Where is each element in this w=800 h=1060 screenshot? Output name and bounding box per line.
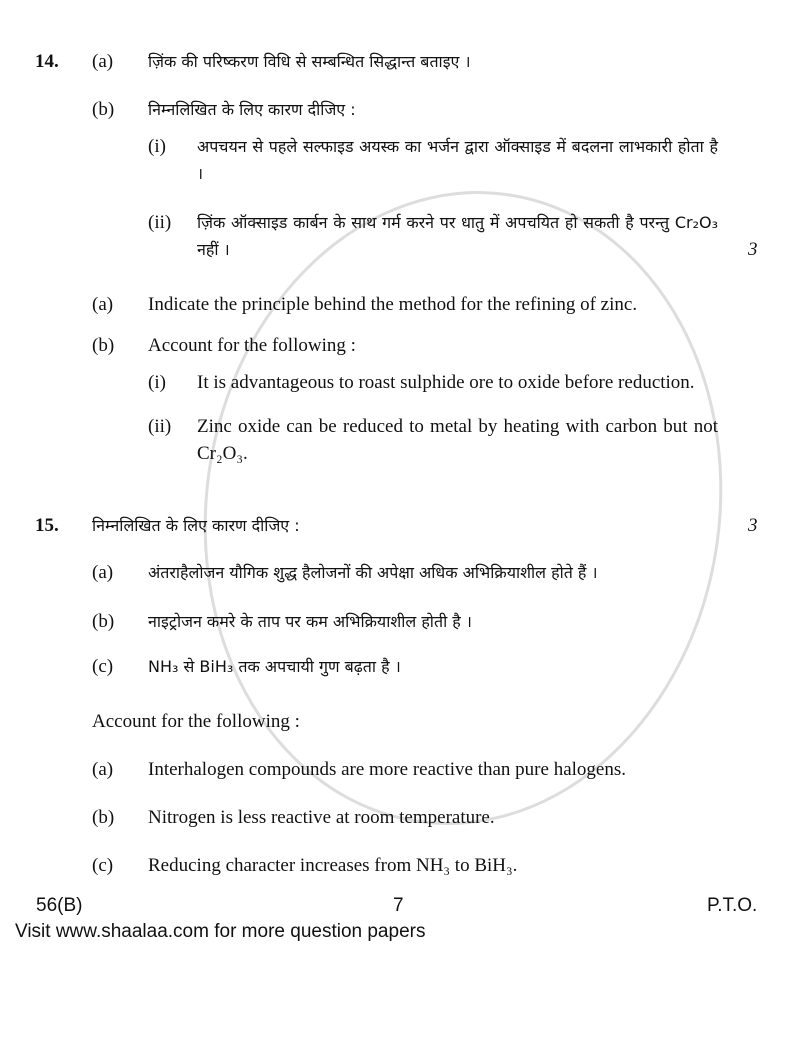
- question-text: निम्नलिखित के लिए कारण दीजिए :: [92, 516, 300, 535]
- part-label: (c): [92, 855, 114, 876]
- part-label: (b): [92, 611, 115, 632]
- question-text: ज़िंक की परिष्करण विधि से सम्बन्धित सिद्धान्त बताइए ।: [148, 52, 471, 71]
- question-15-stem-hindi: [0, 512, 800, 539]
- question-14-subpart-i-hindi: [0, 133, 800, 187]
- part-label: (b): [92, 99, 115, 120]
- part-label: (a): [92, 562, 114, 583]
- question-14-subpart-ii-english: [0, 413, 800, 467]
- footer-row: [0, 895, 800, 921]
- question-text: अंतराहैलोजन यौगिक शुद्ध हैलोजनों की अपेक्षा अधिक अभिक्रियाशील होते हैं ।: [148, 563, 598, 582]
- question-text: अपचयन से पहले सल्फाइड अयस्क का भर्जन द्वारा ऑक्साइड में बदलना लाभकारी होता है ।: [197, 137, 718, 183]
- part-label: (a): [92, 294, 114, 315]
- question-text: नाइट्रोजन कमरे के ताप पर कम अभिक्रियाशील होती है ।: [148, 612, 472, 631]
- question-text: Nitrogen is less reactive at room temperature.: [148, 807, 495, 828]
- question-14-part-b-english: [0, 332, 800, 359]
- question-text: It is advantageous to roast sulphide ore to oxide before reduction.: [197, 372, 695, 393]
- question-text: निम्नलिखित के लिए कारण दीजिए :: [148, 100, 356, 119]
- question-text: Account for the following :: [148, 335, 356, 356]
- visit-link[interactable]: Visit www.shaalaa.com for more question papers: [15, 921, 426, 942]
- pto-label: P.T.O.: [707, 895, 758, 916]
- subpart-label: (i): [148, 136, 166, 157]
- question-15-part-c-hindi: [0, 653, 800, 680]
- part-label: (b): [92, 807, 115, 828]
- subpart-label: (i): [148, 372, 166, 393]
- footer-visit-row: [0, 921, 800, 947]
- question-text: Interhalogen compounds are more reactive than pure halogens.: [148, 759, 626, 780]
- question-15-part-b-english: [0, 804, 800, 831]
- question-15-part-b-hindi: [0, 608, 800, 635]
- subpart-label: (ii): [148, 416, 172, 437]
- page-footer: [0, 895, 800, 947]
- question-number: 15.: [35, 515, 59, 536]
- question-15-part-c-english: [0, 852, 800, 879]
- question-15-stem-english: [0, 708, 800, 735]
- marks: 3: [748, 515, 758, 536]
- subpart-label: (ii): [148, 212, 172, 233]
- question-14-part-a-hindi: [0, 48, 800, 75]
- question-14-part-a-english: [0, 291, 800, 318]
- page-number: 7: [393, 895, 404, 916]
- question-14-subpart-i-english: [0, 369, 800, 396]
- question-text: Account for the following :: [92, 711, 300, 732]
- question-14-part-b-hindi: [0, 96, 800, 123]
- question-15-part-a-english: [0, 756, 800, 783]
- question-text: NH₃ से BiH₃ तक अपचायी गुण बढ़ता है ।: [148, 657, 401, 676]
- marks: 3: [748, 239, 758, 260]
- part-label: (a): [92, 51, 114, 72]
- question-15-part-a-hindi: [0, 559, 800, 586]
- question-text: Zinc oxide can be reduced to metal by heating with carbon but not Cr₂O₃.: [197, 416, 718, 464]
- question-number: 14.: [35, 51, 59, 72]
- part-label: (c): [92, 656, 114, 677]
- part-label: (b): [92, 335, 115, 356]
- part-label: (a): [92, 759, 114, 780]
- question-text: ज़िंक ऑक्साइड कार्बन के साथ गर्म करने पर धातु में अपचयित हो सकती है परन्तु Cr₂O₃ नहीं ।: [197, 213, 718, 259]
- question-text: Indicate the principle behind the method for the refining of zinc.: [148, 294, 638, 315]
- question-text: Reducing character increases from NH₃ to BiH₃.: [148, 855, 518, 876]
- question-14-subpart-ii-hindi: [0, 209, 800, 263]
- paper-code: 56(B): [36, 895, 83, 916]
